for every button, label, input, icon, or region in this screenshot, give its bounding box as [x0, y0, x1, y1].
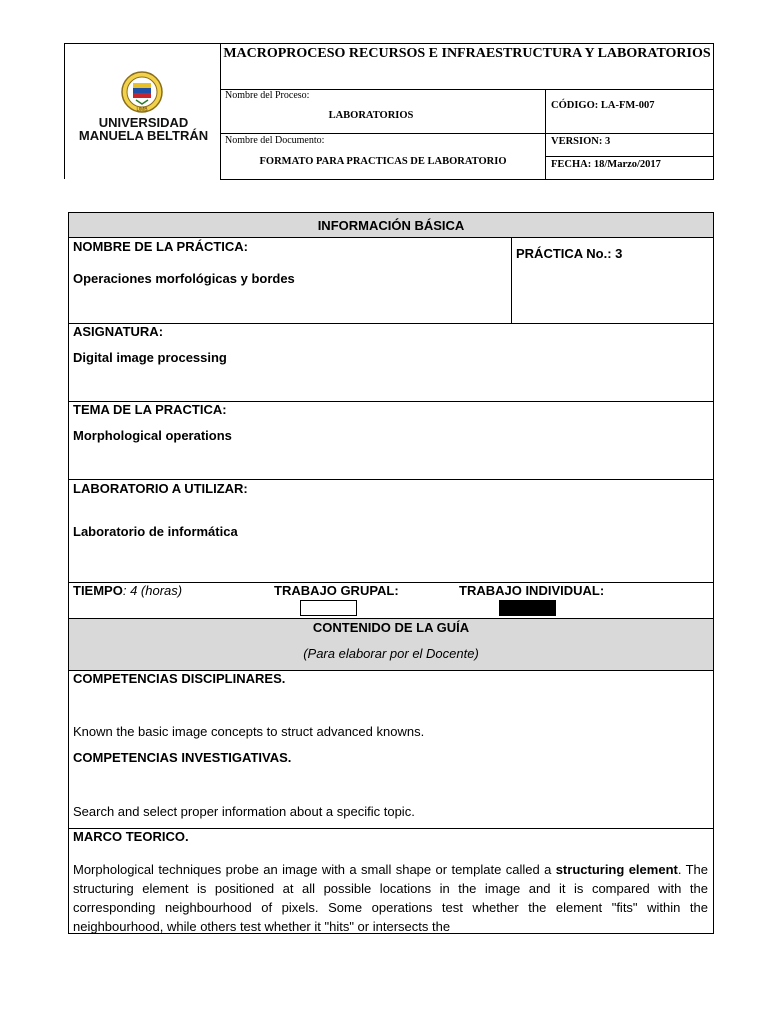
proceso-label: Nombre del Proceso:	[225, 90, 310, 101]
university-logo-block	[64, 43, 221, 179]
contenido-header	[68, 618, 714, 671]
proceso-value: LABORATORIOS	[328, 110, 414, 121]
asignatura-label: ASIGNATURA:	[73, 324, 164, 339]
asignatura-value: Digital image processing	[73, 350, 227, 365]
tema-cell	[68, 401, 714, 480]
contenido-subtitle: (Para elaborar por el Docente)	[303, 646, 479, 661]
nombre-practica-value: Operaciones morfológicas y bordes	[73, 271, 295, 286]
practica-number-cell	[511, 237, 714, 324]
marco-text-bold: structuring element	[555, 862, 678, 877]
university-name-line1: UNIVERSIDAD	[98, 115, 189, 130]
marco-teorico-label: MARCO TEORICO.	[73, 829, 189, 844]
fecha-value: FECHA: 18/Marzo/2017	[551, 159, 661, 170]
documento-value: FORMATO PARA PRACTICAS DE LABORATORIO	[259, 156, 507, 167]
nombre-practica-label: NOMBRE DE LA PRÁCTICA:	[73, 239, 249, 254]
trabajo-grupal-checkbox[interactable]	[300, 600, 357, 616]
documento-cell	[220, 133, 546, 180]
competencias-cell	[68, 670, 714, 829]
marco-text-part1: Morphological techniques probe an image with a small shape or template called a	[73, 862, 556, 877]
tiempo-value: : 4 (horas)	[122, 583, 183, 598]
informacion-basica-header	[68, 212, 714, 238]
macroproceso-title: MACROPROCESO RECURSOS E INFRAESTRUCTURA Y LABORATORIOS	[223, 46, 711, 61]
practica-number: PRÁCTICA No.: 3	[516, 246, 623, 261]
university-seal-icon	[120, 70, 164, 114]
trabajo-individual-checkbox[interactable]	[499, 600, 556, 616]
laboratorio-value: Laboratorio de informática	[73, 524, 238, 539]
version-cell	[545, 133, 714, 157]
documento-label: Nombre del Documento:	[225, 135, 325, 146]
proceso-cell	[220, 89, 546, 134]
trabajo-individual-label: TRABAJO INDIVIDUAL:	[459, 583, 605, 598]
tema-label: TEMA DE LA PRACTICA:	[73, 402, 227, 417]
laboratorio-label: LABORATORIO A UTILIZAR:	[73, 481, 248, 496]
codigo-cell	[545, 89, 714, 134]
university-name-line2: MANUELA BELTRÁN	[78, 128, 209, 143]
competencias-investigativas-label: COMPETENCIAS INVESTIGATIVAS.	[73, 750, 292, 765]
marco-text-part2: . The structuring element is positioned at all possible locations in the image and it is compared with the corresponding neighbourhood of pixels. Some operations test whether the element "fits" within the neighbourhood, while others test whether it "hits" or intersects the	[73, 862, 708, 933]
informacion-basica-title: INFORMACIÓN BÁSICA	[317, 218, 465, 233]
competencias-investigativas-text: Search and select proper information about a specific topic.	[73, 804, 415, 819]
competencias-disciplinares-label: COMPETENCIAS DISCIPLINARES.	[73, 671, 286, 686]
fecha-cell	[545, 156, 714, 180]
marco-teorico-text	[73, 860, 708, 933]
tiempo-row	[68, 582, 714, 619]
laboratorio-cell	[68, 479, 714, 583]
tiempo-field	[73, 583, 182, 598]
trabajo-grupal-label: TRABAJO GRUPAL:	[274, 583, 399, 598]
contenido-title: CONTENIDO DE LA GUÍA	[312, 620, 470, 635]
tema-value: Morphological operations	[73, 428, 232, 443]
asignatura-cell	[68, 323, 714, 402]
version-value: VERSION: 3	[551, 136, 611, 147]
macroproceso-title-cell	[220, 43, 714, 90]
nombre-practica-cell	[68, 237, 512, 324]
svg-text:UMB: UMB	[136, 107, 148, 113]
codigo-value: CÓDIGO: LA-FM-007	[551, 100, 655, 111]
tiempo-label: TIEMPO	[73, 583, 123, 598]
competencias-disciplinares-text: Known the basic image concepts to struct advanced knowns.	[73, 724, 425, 739]
